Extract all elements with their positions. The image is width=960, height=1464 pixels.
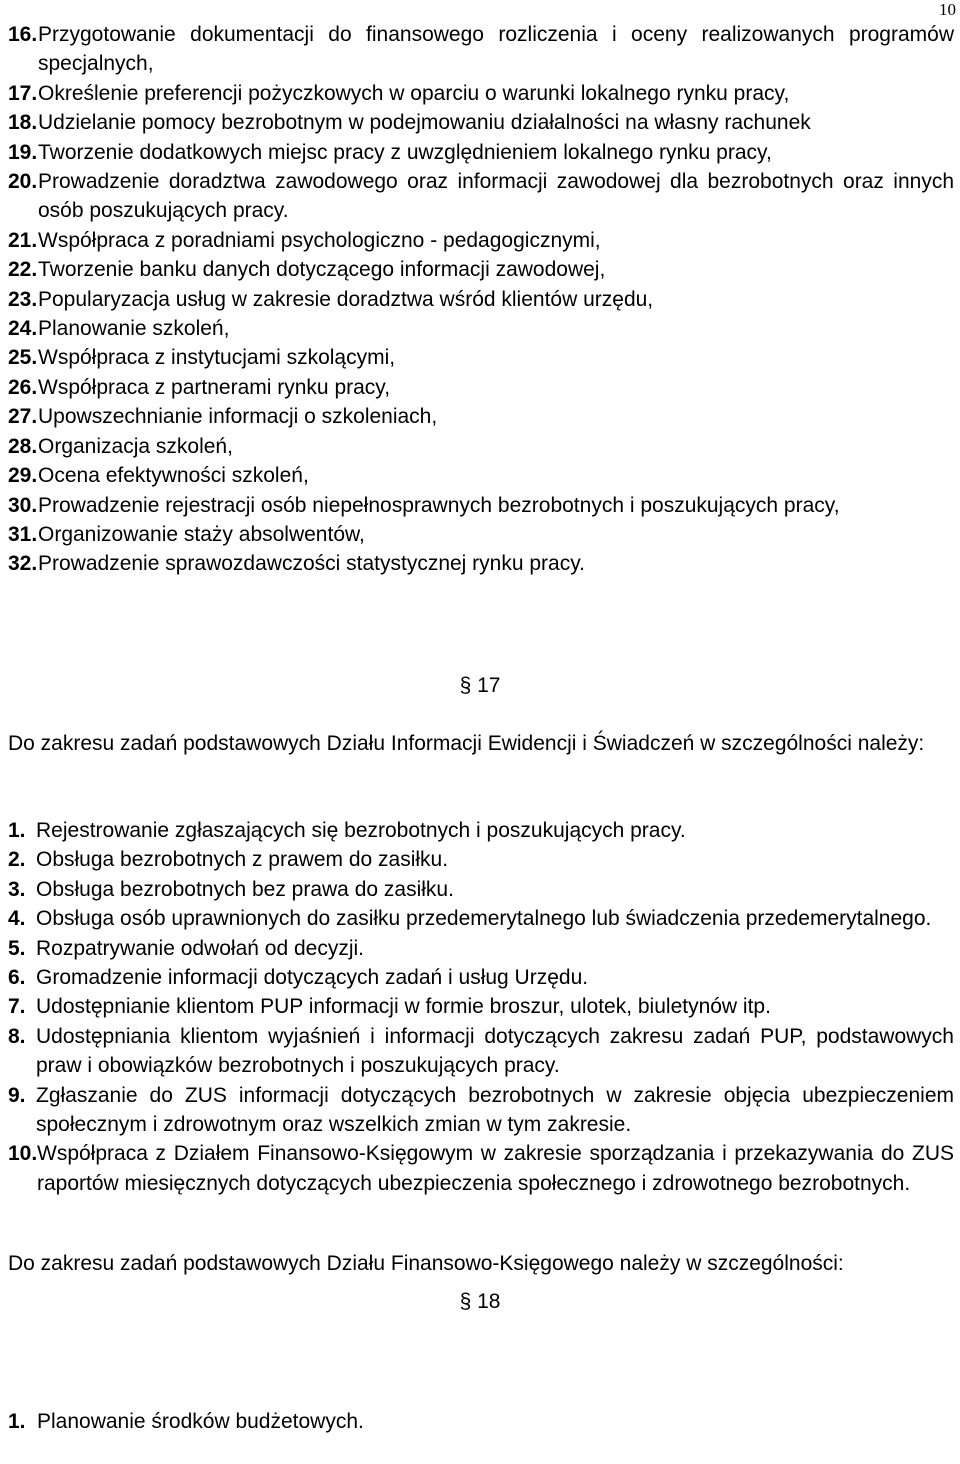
list-item [8,1407,954,1436]
list-item [8,963,954,992]
list-item-text: Współpraca z poradniami psychologiczno - pedagogicznymi, [38,228,601,252]
list-item-text: Udzielanie pomocy bezrobotnym w podejmowaniu działalności na własny rachunek [38,111,811,135]
list-item-text: Udostępniania klientom wyjaśnień i informacji dotyczących zakresu zadań PUP, podstawowych praw i obowiązków bezrobotnych i poszukujących pracy. [36,1024,954,1078]
page-number: 10 [939,0,956,19]
list-item [8,992,954,1021]
list-item [8,934,954,963]
list-item [8,1081,954,1140]
list-item [8,314,954,343]
list-item [8,432,954,461]
list-item-number: 28. [8,434,38,458]
list-item-text: Obsługa osób uprawnionych do zasiłku przedemerytalnego lub świadczenia przedemerytalnego. [36,907,932,931]
list-item [8,1139,954,1198]
list-item-number: 22. [8,258,38,282]
list-item-number: 7. [8,995,26,1019]
section-17-task-list [8,816,954,1198]
list-item-number: 16. [8,23,38,46]
list-item-text: Współpraca z partnerami rynku pracy, [38,375,391,399]
list-item-number: 25. [8,346,38,370]
list-item [8,226,954,255]
list-item-text: Popularyzacja usług w zakresie doradztwa wśród klientów urzędu, [38,287,654,311]
section-18-task-list [8,1407,954,1436]
list-item-text: Prowadzenie rejestracji osób niepełnosprawnych bezrobotnych i poszukujących pracy, [38,493,840,517]
list-item [8,138,954,167]
list-item-text: Planowanie środków budżetowych. [37,1410,364,1433]
list-item-text: Rejestrowanie zgłaszających się bezrobotnych i poszukujących pracy. [36,819,686,842]
list-item-text: Tworzenie banku danych dotyczącego informacji zawodowej, [38,258,606,282]
list-item-text: Zgłaszanie do ZUS informacji dotyczących bezrobotnych w zakresie objęcia ubezpieczeniem społecznym i zdrowotnym oraz wszelkich zmian w tym zakresie. [36,1083,954,1137]
list-item-number: 1. [8,1410,26,1433]
list-item-text: Prowadzenie sprawozdawczości statystycznej rynku pracy. [38,552,585,576]
list-item [8,549,954,578]
list-item [8,402,954,431]
list-item [8,491,954,520]
list-item-text: Udostępnianie klientom PUP informacji w formie broszur, ulotek, biuletynów itp. [36,995,771,1019]
list-item-text: Obsługa bezrobotnych bez prawa do zasiłku. [36,877,454,901]
list-item [8,816,954,845]
section-18-intro: Do zakresu zadań podstawowych Działu Finansowo-Księgowego należy w szczególności: [8,1252,844,1275]
list-item-text: Obsługa bezrobotnych z prawem do zasiłku. [36,848,449,872]
list-item-number: 27. [8,405,38,429]
list-item-number: 29. [8,464,38,488]
list-item-text: Przygotowanie dokumentacji do finansowego rozliczenia i oceny realizowanych programów specjalnych, [38,23,954,76]
list-item [8,20,954,79]
list-item-number: 5. [8,936,26,960]
task-list-continued [8,20,954,579]
list-item [8,1022,954,1081]
list-item [8,255,954,284]
list-item-number: 1. [8,819,26,842]
list-item [8,461,954,490]
list-item-text: Ocena efektywności szkoleń, [38,464,309,488]
list-item [8,108,954,137]
list-item-text: Planowanie szkoleń, [38,317,230,341]
list-item [8,343,954,372]
list-item-number: 26. [8,375,38,399]
list-item-number: 4. [8,907,26,931]
list-item-number: 17. [8,81,38,105]
list-item-number: 31. [8,522,38,546]
list-item-number: 10. [8,1142,38,1166]
list-item [8,520,954,549]
list-item-number: 23. [8,287,38,311]
list-item-text: Gromadzenie informacji dotyczących zadań i usług Urzędu. [36,966,589,990]
section-18-heading: § 18 [459,1290,501,1313]
list-item-text: Tworzenie dodatkowych miejsc pracy z uwzględnieniem lokalnego rynku pracy, [38,140,772,164]
list-item [8,285,954,314]
list-item-text: Rozpatrywanie odwołań od decyzji. [36,936,365,960]
list-item-number: 21. [8,228,38,252]
list-item [8,79,954,108]
list-item [8,904,954,933]
list-item [8,875,954,904]
list-item-number: 20. [8,170,38,194]
list-item-number: 30. [8,493,38,517]
list-item-text: Organizowanie staży absolwentów, [38,522,365,546]
list-item [8,167,954,226]
list-item-number: 9. [8,1083,26,1107]
list-item-number: 24. [8,317,38,341]
list-item [8,373,954,402]
list-item-number: 8. [8,1024,26,1048]
section-17-intro: Do zakresu zadań podstawowych Działu Informacji Ewidencji i Świadczeń w szczególności należy: [8,732,925,755]
list-item-number: 3. [8,877,26,901]
list-item-number: 19. [8,140,38,164]
list-item-text: Określenie preferencji pożyczkowych w oparciu o warunki lokalnego rynku pracy, [38,81,790,105]
list-item [8,845,954,874]
list-item-number: 32. [8,552,38,576]
section-17-heading: § 17 [459,674,501,697]
list-item-number: 18. [8,111,38,135]
list-item-text: Współpraca z instytucjami szkolącymi, [38,346,396,370]
list-item-text: Współpraca z Działem Finansowo-Księgowym w zakresie sporządzania i przekazywania do ZUS raportów miesięcznych dotyczących ubezpieczenia społecznego i zdrowotnego bezrobotnych. [37,1142,954,1195]
list-item-text: Upowszechnianie informacji o szkoleniach, [38,405,438,429]
list-item-number: 6. [8,966,26,990]
list-item-number: 2. [8,848,26,872]
list-item-text: Organizacja szkoleń, [38,434,233,458]
list-item-text: Prowadzenie doradztwa zawodowego oraz informacji zawodowej dla bezrobotnych oraz innych osób poszukujących pracy. [38,170,954,223]
